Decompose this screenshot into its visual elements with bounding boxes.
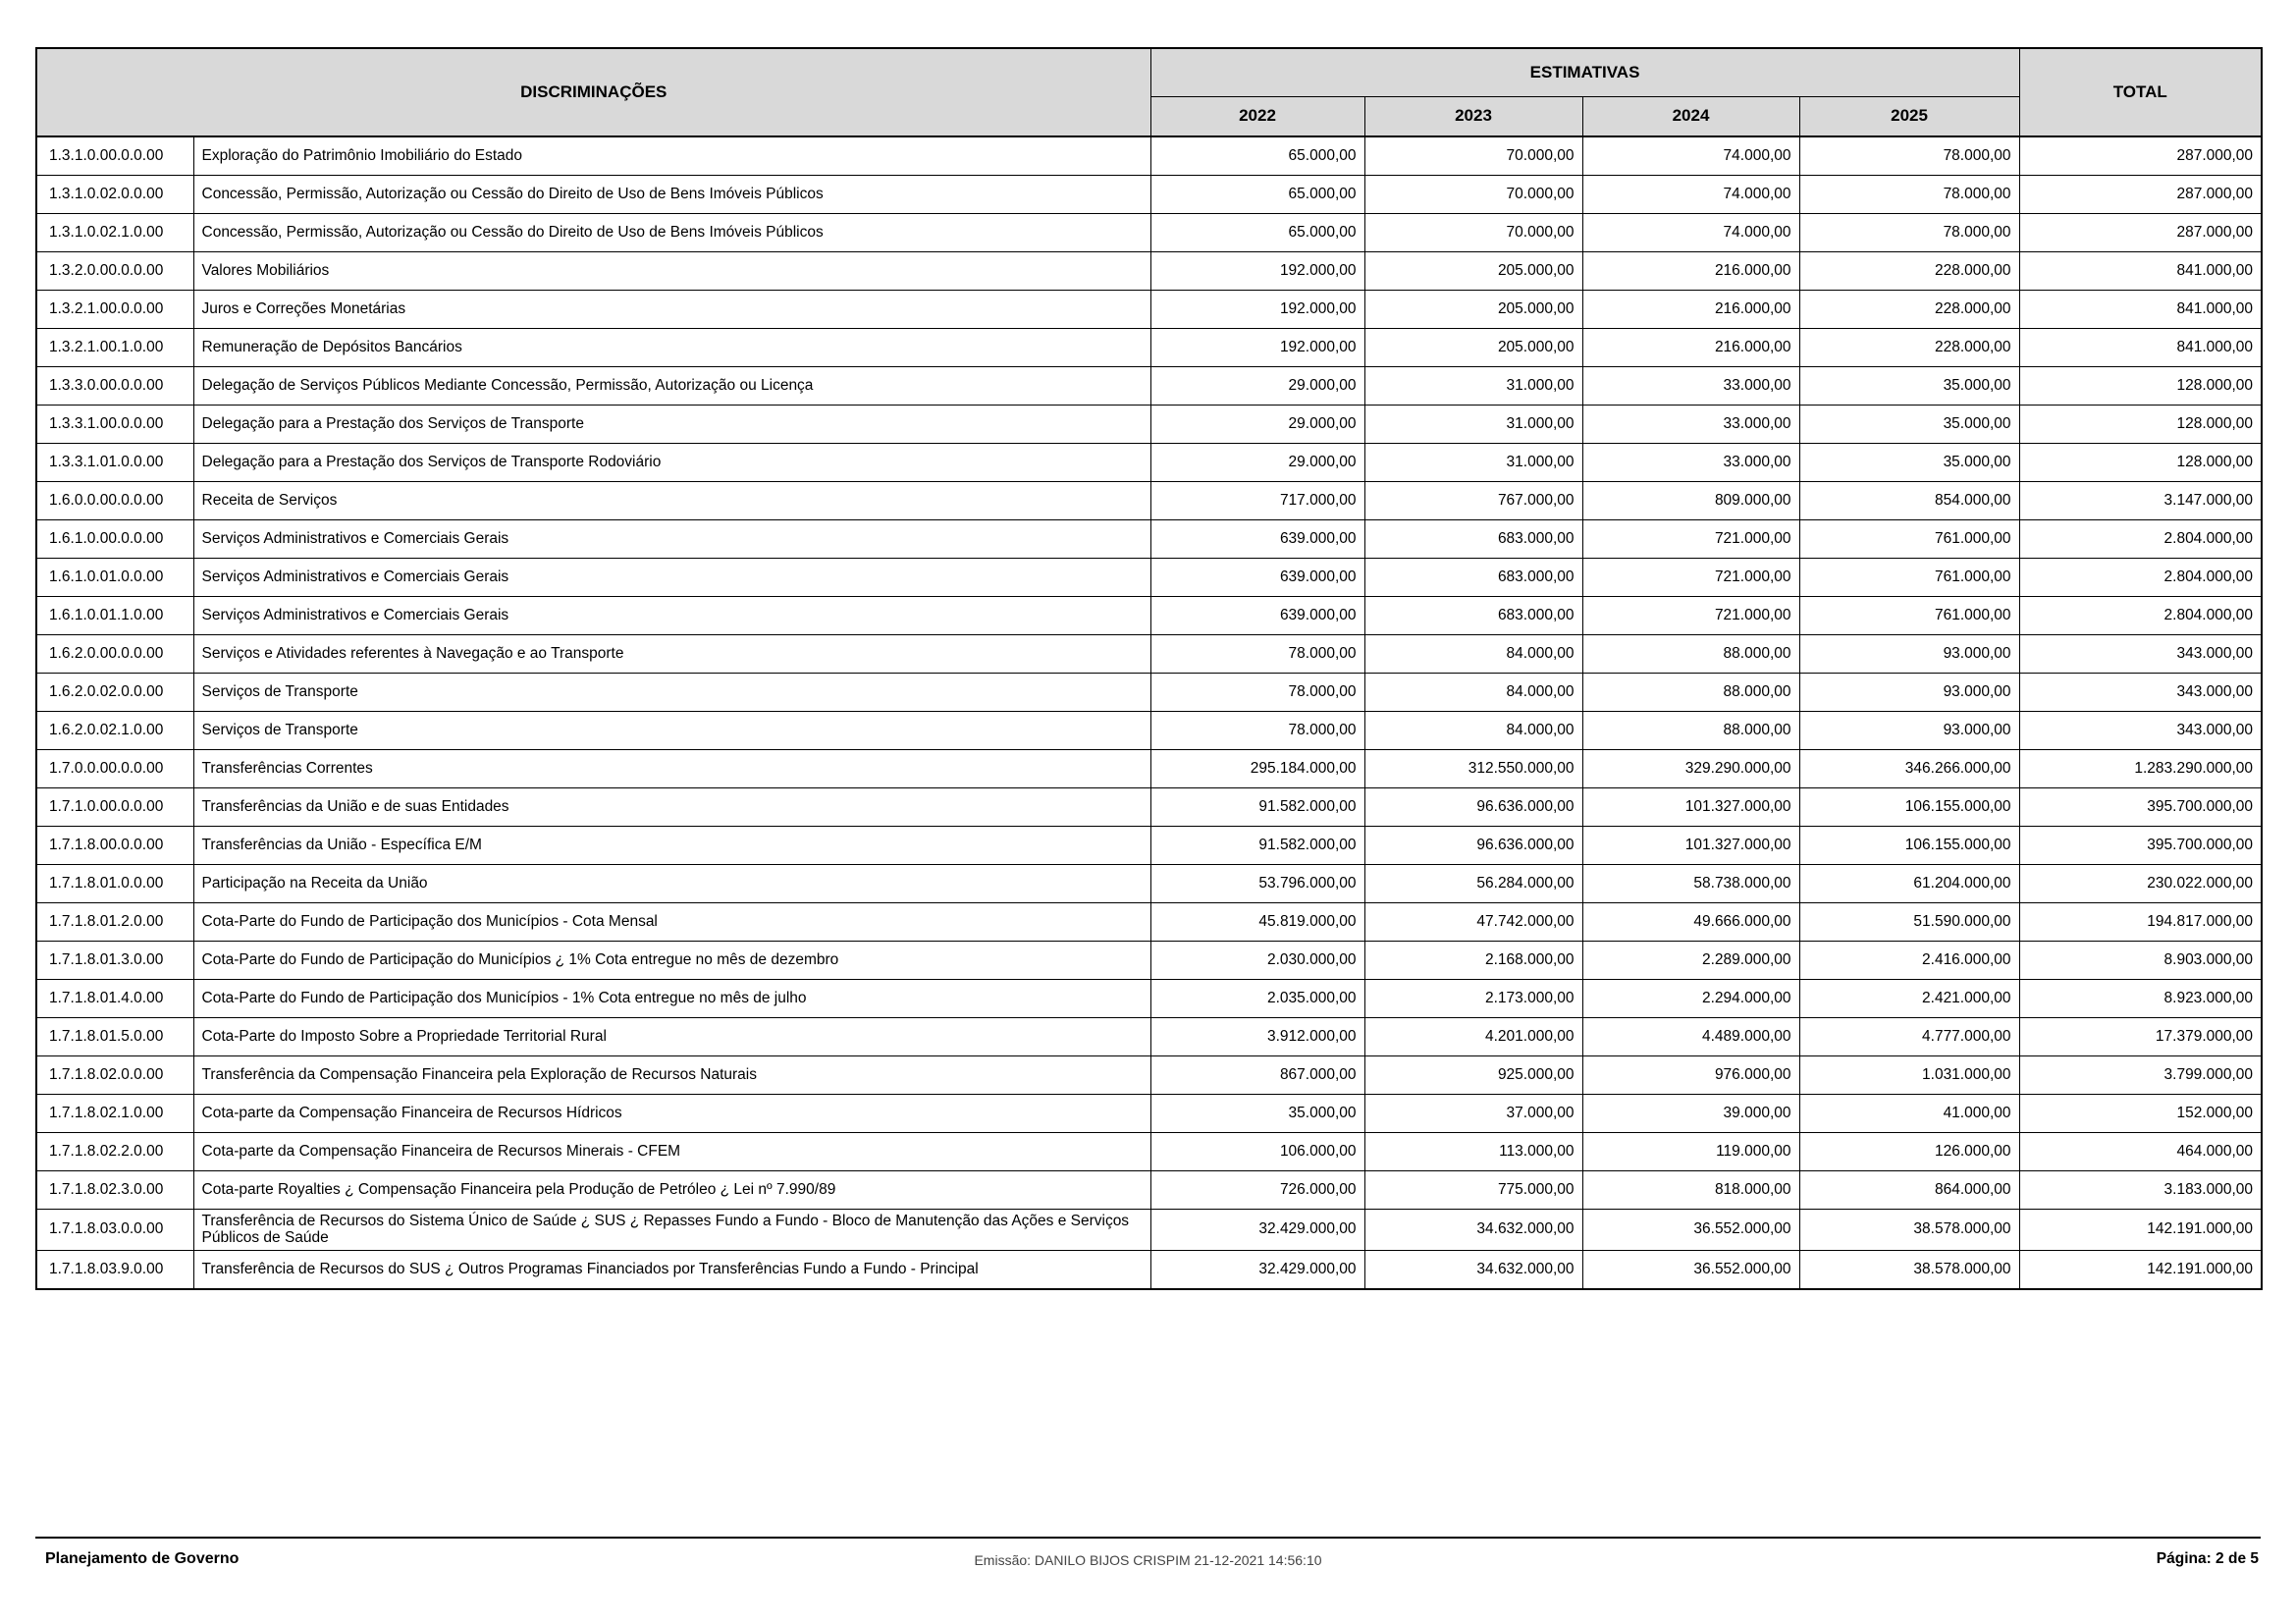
row-code: 1.7.1.8.01.5.0.00 [36,1017,193,1055]
row-total: 142.191.000,00 [2019,1209,2262,1251]
row-code: 1.7.1.8.02.1.0.00 [36,1094,193,1132]
value-2025: 35.000,00 [1799,443,2019,481]
value-2022: 717.000,00 [1150,481,1364,519]
value-2025: 93.000,00 [1799,711,2019,749]
row-code: 1.6.1.0.00.0.0.00 [36,519,193,558]
row-total: 343.000,00 [2019,711,2262,749]
row-code: 1.3.2.1.00.1.0.00 [36,328,193,366]
row-code: 1.7.1.8.02.2.0.00 [36,1132,193,1170]
value-2025: 228.000,00 [1799,328,2019,366]
row-code: 1.3.3.1.01.0.0.00 [36,443,193,481]
page-footer [35,1537,2261,1574]
value-2022: 639.000,00 [1150,596,1364,634]
value-2025: 761.000,00 [1799,558,2019,596]
value-2024: 329.290.000,00 [1582,749,1799,787]
row-total: 2.804.000,00 [2019,519,2262,558]
table-row [36,290,2262,328]
row-description: Serviços de Transporte [193,711,1150,749]
value-2022: 295.184.000,00 [1150,749,1364,787]
row-description: Participação na Receita da União [193,864,1150,902]
value-2024: 119.000,00 [1582,1132,1799,1170]
value-2023: 37.000,00 [1364,1094,1582,1132]
footer-report-name: Planejamento de Governo [45,1550,240,1567]
table-row [36,558,2262,596]
value-2025: 78.000,00 [1799,136,2019,175]
row-description: Cota-parte da Compensação Financeira de Recursos Hídricos [193,1094,1150,1132]
value-2025: 38.578.000,00 [1799,1251,2019,1289]
row-code: 1.7.1.8.02.3.0.00 [36,1170,193,1209]
value-2022: 53.796.000,00 [1150,864,1364,902]
value-2025: 854.000,00 [1799,481,2019,519]
value-2022: 29.000,00 [1150,443,1364,481]
value-2024: 49.666.000,00 [1582,902,1799,941]
value-2024: 58.738.000,00 [1582,864,1799,902]
row-description: Concessão, Permissão, Autorização ou Cessão do Direito de Uso de Bens Imóveis Públicos [193,175,1150,213]
table-row [36,979,2262,1017]
row-code: 1.7.1.0.00.0.0.00 [36,787,193,826]
value-2025: 106.155.000,00 [1799,826,2019,864]
budget-table [35,47,2263,1290]
row-total: 2.804.000,00 [2019,596,2262,634]
value-2023: 2.168.000,00 [1364,941,1582,979]
row-total: 3.147.000,00 [2019,481,2262,519]
value-2024: 36.552.000,00 [1582,1209,1799,1251]
column-header-2023: 2023 [1364,96,1582,136]
row-description: Cota-parte da Compensação Financeira de Recursos Minerais - CFEM [193,1132,1150,1170]
table-row [36,443,2262,481]
value-2024: 216.000,00 [1582,328,1799,366]
row-code: 1.7.1.8.02.0.0.00 [36,1055,193,1094]
value-2023: 84.000,00 [1364,711,1582,749]
row-description: Concessão, Permissão, Autorização ou Cessão do Direito de Uso de Bens Imóveis Públicos [193,213,1150,251]
row-code: 1.7.1.8.01.3.0.00 [36,941,193,979]
value-2023: 70.000,00 [1364,175,1582,213]
row-total: 128.000,00 [2019,366,2262,405]
row-code: 1.6.0.0.00.0.0.00 [36,481,193,519]
value-2024: 33.000,00 [1582,405,1799,443]
value-2024: 216.000,00 [1582,290,1799,328]
value-2023: 96.636.000,00 [1364,826,1582,864]
value-2022: 29.000,00 [1150,366,1364,405]
row-description: Transferência de Recursos do Sistema Único de Saúde ¿ SUS ¿ Repasses Fundo a Fundo - Bloco de Manutenção das Ações e Serviços Públicos de Saúde [193,1209,1150,1251]
row-code: 1.3.1.0.02.1.0.00 [36,213,193,251]
value-2025: 51.590.000,00 [1799,902,2019,941]
value-2022: 192.000,00 [1150,251,1364,290]
value-2025: 228.000,00 [1799,290,2019,328]
footer-divider [35,1537,2261,1539]
row-description: Serviços Administrativos e Comerciais Gerais [193,519,1150,558]
column-header-2022: 2022 [1150,96,1364,136]
row-total: 230.022.000,00 [2019,864,2262,902]
row-description: Cota-Parte do Fundo de Participação dos Municípios - Cota Mensal [193,902,1150,941]
value-2023: 96.636.000,00 [1364,787,1582,826]
value-2024: 2.289.000,00 [1582,941,1799,979]
column-header-discriminacoes: DISCRIMINAÇÕES [36,48,1150,136]
row-description: Transferência de Recursos do SUS ¿ Outros Programas Financiados por Transferências Fundo a Fundo - Principal [193,1251,1150,1289]
table-row [36,864,2262,902]
footer-page-number: Página: 2 de 5 [2156,1550,2259,1567]
row-description: Transferência da Compensação Financeira pela Exploração de Recursos Naturais [193,1055,1150,1094]
column-header-2025: 2025 [1799,96,2019,136]
value-2024: 39.000,00 [1582,1094,1799,1132]
row-total: 464.000,00 [2019,1132,2262,1170]
row-description: Cota-parte Royalties ¿ Compensação Financeira pela Produção de Petróleo ¿ Lei nº 7.990/89 [193,1170,1150,1209]
value-2025: 38.578.000,00 [1799,1209,2019,1251]
row-code: 1.6.1.0.01.1.0.00 [36,596,193,634]
row-description: Transferências Correntes [193,749,1150,787]
value-2022: 639.000,00 [1150,519,1364,558]
row-description: Delegação para a Prestação dos Serviços de Transporte Rodoviário [193,443,1150,481]
value-2025: 761.000,00 [1799,596,2019,634]
row-total: 194.817.000,00 [2019,902,2262,941]
row-description: Cota-Parte do Fundo de Participação do Municípios ¿ 1% Cota entregue no mês de dezembro [193,941,1150,979]
value-2023: 34.632.000,00 [1364,1251,1582,1289]
value-2024: 74.000,00 [1582,213,1799,251]
row-total: 8.903.000,00 [2019,941,2262,979]
value-2022: 65.000,00 [1150,175,1364,213]
value-2025: 228.000,00 [1799,251,2019,290]
value-2022: 65.000,00 [1150,213,1364,251]
row-total: 343.000,00 [2019,673,2262,711]
value-2025: 4.777.000,00 [1799,1017,2019,1055]
value-2022: 867.000,00 [1150,1055,1364,1094]
value-2023: 34.632.000,00 [1364,1209,1582,1251]
table-row [36,1132,2262,1170]
row-code: 1.6.2.0.02.0.0.00 [36,673,193,711]
table-row [36,1170,2262,1209]
table-row [36,634,2262,673]
value-2023: 775.000,00 [1364,1170,1582,1209]
row-code: 1.7.1.8.01.0.0.00 [36,864,193,902]
value-2023: 2.173.000,00 [1364,979,1582,1017]
value-2023: 31.000,00 [1364,366,1582,405]
table-row [36,251,2262,290]
value-2023: 205.000,00 [1364,290,1582,328]
row-description: Transferências da União - Específica E/M [193,826,1150,864]
row-code: 1.6.2.0.02.1.0.00 [36,711,193,749]
table-row [36,328,2262,366]
value-2022: 639.000,00 [1150,558,1364,596]
value-2024: 976.000,00 [1582,1055,1799,1094]
row-description: Delegação de Serviços Públicos Mediante Concessão, Permissão, Autorização ou Licença [193,366,1150,405]
row-code: 1.3.3.0.00.0.0.00 [36,366,193,405]
table-row [36,596,2262,634]
row-total: 395.700.000,00 [2019,826,2262,864]
value-2023: 70.000,00 [1364,136,1582,175]
value-2024: 88.000,00 [1582,634,1799,673]
table-row [36,1209,2262,1251]
row-total: 128.000,00 [2019,443,2262,481]
value-2025: 864.000,00 [1799,1170,2019,1209]
value-2023: 84.000,00 [1364,673,1582,711]
value-2025: 2.416.000,00 [1799,941,2019,979]
row-description: Serviços e Atividades referentes à Navegação e ao Transporte [193,634,1150,673]
value-2024: 33.000,00 [1582,443,1799,481]
value-2022: 78.000,00 [1150,634,1364,673]
row-description: Transferências da União e de suas Entidades [193,787,1150,826]
value-2025: 761.000,00 [1799,519,2019,558]
value-2023: 205.000,00 [1364,251,1582,290]
row-code: 1.6.2.0.00.0.0.00 [36,634,193,673]
value-2024: 2.294.000,00 [1582,979,1799,1017]
row-total: 142.191.000,00 [2019,1251,2262,1289]
row-description: Serviços de Transporte [193,673,1150,711]
row-description: Valores Mobiliários [193,251,1150,290]
value-2024: 33.000,00 [1582,366,1799,405]
column-header-total: TOTAL [2019,48,2262,136]
value-2025: 61.204.000,00 [1799,864,2019,902]
value-2022: 2.030.000,00 [1150,941,1364,979]
footer-emission-info: Emissão: DANILO BIJOS CRISPIM 21-12-2021 14:56:10 [974,1552,1322,1568]
value-2022: 78.000,00 [1150,673,1364,711]
value-2025: 41.000,00 [1799,1094,2019,1132]
row-code: 1.3.1.0.00.0.0.00 [36,136,193,175]
table-row [36,902,2262,941]
row-code: 1.3.1.0.02.0.0.00 [36,175,193,213]
value-2023: 31.000,00 [1364,443,1582,481]
table-row [36,519,2262,558]
table-row [36,787,2262,826]
value-2023: 47.742.000,00 [1364,902,1582,941]
value-2024: 4.489.000,00 [1582,1017,1799,1055]
value-2022: 29.000,00 [1150,405,1364,443]
value-2025: 1.031.000,00 [1799,1055,2019,1094]
value-2022: 78.000,00 [1150,711,1364,749]
column-header-2024: 2024 [1582,96,1799,136]
value-2023: 925.000,00 [1364,1055,1582,1094]
table-row [36,136,2262,175]
value-2024: 88.000,00 [1582,673,1799,711]
value-2022: 192.000,00 [1150,290,1364,328]
table-row [36,1094,2262,1132]
row-description: Serviços Administrativos e Comerciais Gerais [193,596,1150,634]
value-2022: 3.912.000,00 [1150,1017,1364,1055]
value-2023: 31.000,00 [1364,405,1582,443]
value-2023: 70.000,00 [1364,213,1582,251]
value-2025: 126.000,00 [1799,1132,2019,1170]
column-header-estimativas: ESTIMATIVAS [1150,48,2019,96]
table-header [36,48,2262,136]
table-body [36,136,2262,1289]
value-2024: 74.000,00 [1582,136,1799,175]
row-total: 287.000,00 [2019,213,2262,251]
value-2024: 721.000,00 [1582,558,1799,596]
row-description: Juros e Correções Monetárias [193,290,1150,328]
value-2022: 726.000,00 [1150,1170,1364,1209]
row-total: 1.283.290.000,00 [2019,749,2262,787]
value-2022: 2.035.000,00 [1150,979,1364,1017]
value-2022: 91.582.000,00 [1150,787,1364,826]
value-2024: 36.552.000,00 [1582,1251,1799,1289]
value-2025: 346.266.000,00 [1799,749,2019,787]
row-total: 128.000,00 [2019,405,2262,443]
row-total: 152.000,00 [2019,1094,2262,1132]
value-2024: 74.000,00 [1582,175,1799,213]
value-2022: 192.000,00 [1150,328,1364,366]
value-2025: 2.421.000,00 [1799,979,2019,1017]
value-2025: 106.155.000,00 [1799,787,2019,826]
value-2022: 32.429.000,00 [1150,1251,1364,1289]
value-2022: 65.000,00 [1150,136,1364,175]
value-2023: 312.550.000,00 [1364,749,1582,787]
table-row [36,941,2262,979]
row-code: 1.7.1.8.01.2.0.00 [36,902,193,941]
row-code: 1.3.3.1.00.0.0.00 [36,405,193,443]
row-code: 1.7.1.8.03.0.0.00 [36,1209,193,1251]
row-total: 3.183.000,00 [2019,1170,2262,1209]
row-total: 8.923.000,00 [2019,979,2262,1017]
row-code: 1.3.2.1.00.0.0.00 [36,290,193,328]
table-row [36,749,2262,787]
value-2022: 32.429.000,00 [1150,1209,1364,1251]
value-2022: 91.582.000,00 [1150,826,1364,864]
value-2024: 101.327.000,00 [1582,787,1799,826]
value-2025: 78.000,00 [1799,213,2019,251]
value-2025: 93.000,00 [1799,634,2019,673]
row-code: 1.7.1.8.00.0.0.00 [36,826,193,864]
value-2024: 809.000,00 [1582,481,1799,519]
table-row [36,405,2262,443]
row-code: 1.3.2.0.00.0.0.00 [36,251,193,290]
value-2023: 56.284.000,00 [1364,864,1582,902]
value-2022: 35.000,00 [1150,1094,1364,1132]
value-2025: 93.000,00 [1799,673,2019,711]
row-description: Serviços Administrativos e Comerciais Gerais [193,558,1150,596]
row-code: 1.7.1.8.01.4.0.00 [36,979,193,1017]
table-row [36,175,2262,213]
value-2022: 45.819.000,00 [1150,902,1364,941]
row-code: 1.7.0.0.00.0.0.00 [36,749,193,787]
value-2023: 113.000,00 [1364,1132,1582,1170]
row-total: 343.000,00 [2019,634,2262,673]
row-total: 841.000,00 [2019,328,2262,366]
value-2025: 35.000,00 [1799,405,2019,443]
table-row [36,1251,2262,1289]
table-row [36,826,2262,864]
value-2023: 205.000,00 [1364,328,1582,366]
row-total: 395.700.000,00 [2019,787,2262,826]
value-2024: 721.000,00 [1582,596,1799,634]
row-total: 2.804.000,00 [2019,558,2262,596]
value-2023: 4.201.000,00 [1364,1017,1582,1055]
row-description: Receita de Serviços [193,481,1150,519]
table-row [36,213,2262,251]
value-2024: 101.327.000,00 [1582,826,1799,864]
value-2025: 35.000,00 [1799,366,2019,405]
value-2023: 767.000,00 [1364,481,1582,519]
row-description: Cota-Parte do Imposto Sobre a Propriedade Territorial Rural [193,1017,1150,1055]
value-2022: 106.000,00 [1150,1132,1364,1170]
value-2023: 683.000,00 [1364,519,1582,558]
table-row [36,481,2262,519]
row-total: 287.000,00 [2019,175,2262,213]
row-description: Delegação para a Prestação dos Serviços de Transporte [193,405,1150,443]
table-row [36,1017,2262,1055]
row-total: 841.000,00 [2019,290,2262,328]
row-description: Cota-Parte do Fundo de Participação dos Municípios - 1% Cota entregue no mês de julho [193,979,1150,1017]
value-2024: 216.000,00 [1582,251,1799,290]
value-2023: 683.000,00 [1364,558,1582,596]
table-row [36,366,2262,405]
table-row [36,1055,2262,1094]
row-total: 3.799.000,00 [2019,1055,2262,1094]
value-2024: 88.000,00 [1582,711,1799,749]
table-row [36,673,2262,711]
value-2025: 78.000,00 [1799,175,2019,213]
value-2024: 721.000,00 [1582,519,1799,558]
value-2023: 84.000,00 [1364,634,1582,673]
row-total: 841.000,00 [2019,251,2262,290]
row-total: 17.379.000,00 [2019,1017,2262,1055]
value-2024: 818.000,00 [1582,1170,1799,1209]
row-description: Remuneração de Depósitos Bancários [193,328,1150,366]
row-description: Exploração do Patrimônio Imobiliário do Estado [193,136,1150,175]
value-2023: 683.000,00 [1364,596,1582,634]
table-row [36,711,2262,749]
row-total: 287.000,00 [2019,136,2262,175]
row-code: 1.6.1.0.01.0.0.00 [36,558,193,596]
row-code: 1.7.1.8.03.9.0.00 [36,1251,193,1289]
